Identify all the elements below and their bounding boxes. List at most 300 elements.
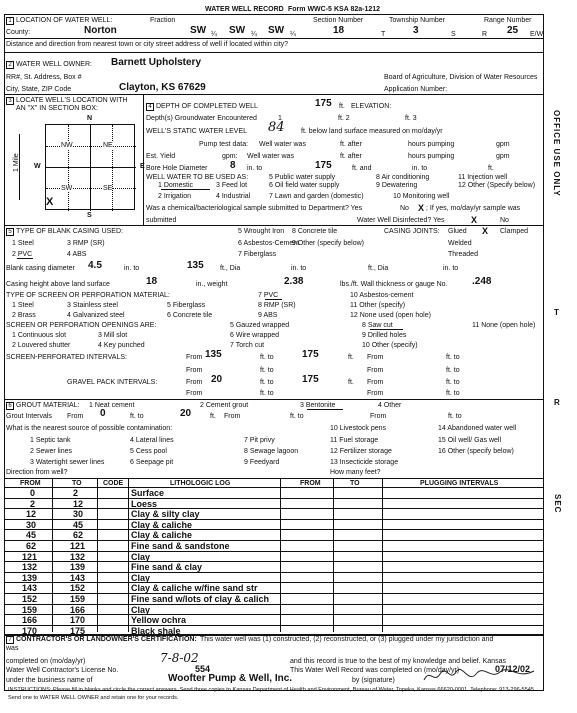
section-2-heading: 2 WATER WELL OWNER: (6, 61, 92, 69)
opening-none[interactable]: 11 None (open hole) (472, 322, 536, 329)
grout-other[interactable]: 4 Other (378, 402, 402, 409)
screen-pvc[interactable]: 7 PVC (258, 292, 279, 299)
nw-label: NW (61, 142, 73, 149)
gravel-to-1: ft. to (260, 379, 274, 386)
casing-fiberglass[interactable]: 7 Fiberglass (238, 251, 277, 258)
screen-rmp[interactable]: 8 RMP (SR) (258, 302, 296, 309)
section-1-heading: 1 LOCATION OF WATER WELL: (6, 17, 112, 25)
blank-dia-value[interactable]: 4.5 (88, 260, 102, 271)
pump-test-label: Pump test data: (199, 141, 249, 148)
screen-fiberglass[interactable]: 5 Fiberglass (167, 302, 206, 309)
quarter-3: ¼ (290, 31, 296, 38)
log-from: 152 (22, 594, 38, 604)
blank-in-to-2: in. to (291, 265, 307, 272)
opening-other[interactable]: 10 Other (specify) (362, 342, 418, 349)
bore-label: Bore Hole Diameter (146, 165, 208, 172)
signature-label: by (signature) (352, 677, 395, 684)
gw-2: ft. 2 (338, 115, 350, 122)
log-to: 2 (73, 488, 79, 498)
perf-from-2: From (367, 354, 384, 361)
blank-dia-label: Blank casing diameter (6, 265, 75, 272)
opening-drilled[interactable]: 9 Drilled holes (362, 332, 407, 339)
opening-continuous[interactable]: 1 Continuous slot (12, 332, 67, 339)
perf-to-3: ft. to (260, 367, 274, 374)
chem-no: No (400, 205, 409, 212)
county-label: County: (6, 29, 31, 36)
row-divider (4, 498, 544, 499)
section-number-label: Section Number (313, 17, 364, 24)
city-value[interactable]: Clayton, KS 67629 (119, 82, 206, 93)
casing-abs[interactable]: 4 ABS (67, 251, 87, 258)
table-row (0, 551, 577, 562)
log-desc: Clay & silty clay (131, 509, 200, 520)
township-value[interactable]: 3 (413, 25, 419, 36)
disinfected-label: Water Well Disinfected? Yes (357, 217, 445, 224)
log-header-from: FROM (20, 480, 41, 487)
bore-value[interactable]: 8 (230, 160, 236, 171)
screen-other[interactable]: 11 Other (specify) (350, 302, 406, 309)
bore-ft-and: ft. and (352, 165, 372, 172)
opening-louvered[interactable]: 2 Louvered shutter (12, 342, 71, 349)
cert-was: was (6, 645, 19, 652)
margin-sec: SEC (553, 494, 562, 514)
use-oilfield[interactable]: 6 Oil field water supply (269, 182, 340, 189)
well-location-mark[interactable]: X (46, 196, 54, 208)
contam-fuel[interactable]: 11 Fuel storage (330, 437, 379, 444)
screen-galvanized[interactable]: 4 Galvanized steel (67, 312, 125, 319)
log-from: 143 (22, 583, 38, 594)
log-from: 132 (22, 562, 38, 573)
ksa-number: KSA 82a-1212 (334, 6, 381, 13)
contam-septic[interactable]: 1 Septic tank (30, 437, 71, 444)
screen-label: TYPE OF SCREEN OR PERFORATION MATERIAL: (6, 292, 170, 299)
log-from: 139 (22, 572, 38, 583)
opening-wire[interactable]: 6 Wire wrapped (230, 332, 280, 339)
joints-glued: Glued (448, 228, 467, 235)
casing-steel[interactable]: 1 Steel (12, 240, 34, 247)
depth-value[interactable]: 175 (315, 98, 332, 109)
log-desc: Clay & caliche (131, 519, 193, 530)
gravel-to-value[interactable]: 175 (302, 374, 319, 385)
screen-asbestos[interactable]: 10 Asbestos-cement (350, 292, 414, 299)
contam-lateral[interactable]: 4 Lateral lines (130, 437, 174, 444)
table-row (0, 540, 577, 551)
bore-to-value[interactable]: 175 (315, 160, 332, 171)
log-desc: Fine sand & clay (131, 562, 203, 573)
fraction-3[interactable]: SW (268, 25, 285, 36)
direction-label: Direction from well? (6, 469, 68, 476)
gravel-ft-1: ft. (348, 379, 354, 386)
table-row (0, 614, 577, 625)
row-divider (4, 582, 544, 583)
section-grid[interactable] (45, 124, 135, 210)
log-header-to: TO (72, 480, 82, 487)
log-from: 159 (22, 604, 38, 615)
contam-watertight[interactable]: 3 Watertight sewer lines (30, 459, 105, 466)
grout-to-3: ft. to (448, 413, 462, 420)
range-number-label: Range Number (484, 17, 532, 24)
table-row (0, 508, 577, 519)
wall-label: lbs./ft. Wall thickness or gauge No. (340, 281, 448, 288)
perf-to-1: ft. to (260, 354, 274, 361)
completed-label: completed on (mo/day/yr) (6, 658, 86, 665)
hours-pumping-1: hours pumping (408, 141, 455, 148)
weight-value[interactable]: 2.38 (284, 276, 304, 287)
form-title: WATER WELL RECORD (205, 6, 284, 13)
log-desc: Clay (131, 551, 151, 562)
table-row (0, 572, 577, 583)
use-injection[interactable]: 11 Injection well (458, 174, 508, 181)
contam-livestock[interactable]: 10 Livestock pens (330, 425, 387, 432)
township-dir: S (451, 31, 456, 38)
opening-saw[interactable]: 8 Saw cut (362, 322, 393, 329)
use-domestic[interactable]: 1 Domestic (158, 182, 194, 189)
grout-neat[interactable]: 1 Neat cement (89, 402, 135, 409)
after-2: ft. after (340, 153, 362, 160)
contam-feedyard[interactable]: 9 Feedyard (244, 459, 280, 466)
chem-label: Was a chemical/bacteriological sample submitted to Department? Yes (146, 205, 363, 212)
perf-to-value[interactable]: 175 (302, 349, 319, 360)
fraction-label: Fraction (150, 17, 176, 24)
log-from: 30 (26, 519, 37, 530)
margin-r: R (554, 398, 560, 407)
city-label: City, State, ZIP Code (6, 86, 72, 93)
openings-label: SCREEN OR PERFORATION OPENINGS ARE: (6, 322, 157, 329)
fraction-2[interactable]: SW (229, 25, 246, 36)
grout-from-value[interactable]: 0 (100, 408, 106, 419)
contam-sewer[interactable]: 2 Sewer lines (30, 448, 73, 455)
screen-abs[interactable]: 9 ABS (258, 312, 278, 319)
use-irrigation[interactable]: 2 Irrigation (158, 193, 192, 200)
section-4-heading: 4 DEPTH OF COMPLETED WELL (146, 103, 258, 111)
row-divider (4, 625, 544, 626)
log-to: 152 (70, 583, 86, 594)
sw-label: SW (61, 185, 73, 192)
grout-interval-label: Grout Intervals (6, 413, 52, 420)
section-5-heading: 5 TYPE OF BLANK CASING USED: (6, 228, 123, 236)
log-from: 45 (26, 530, 37, 541)
application-label: Application Number: (384, 86, 448, 93)
contam-privy[interactable]: 7 Pit privy (244, 437, 275, 444)
log-from: 62 (26, 541, 37, 551)
grout-from-2: From (224, 413, 241, 420)
instructions: INSTRUCTIONS: Please fill in blanks and circle the correct answers. Send three copies to Kansas Department of Health and Environment, Bureau of Water, Topeka, Kansas 66620-0001. Telephone: 913-296-5545. Send one to WATER WELL OWNER and retain one for your records. (8, 687, 536, 701)
mile-label: 1 Mile (13, 153, 20, 172)
log-header-code: CODE (103, 480, 124, 487)
gravel-from-2: From (367, 379, 384, 386)
row-divider (4, 593, 544, 594)
log-from: 121 (22, 551, 38, 562)
contam-label: What is the nearest source of possible contamination: (6, 425, 173, 432)
use-monitoring[interactable]: 10 Monitoring well (393, 193, 450, 200)
bentonite-underline (307, 409, 343, 410)
log-desc: Clay & caliche w/fine sand str (131, 583, 258, 594)
use-label: WELL WATER TO BE USED AS: (146, 174, 249, 181)
log-desc: Clay (131, 572, 151, 583)
fraction-1[interactable]: SW (190, 25, 207, 36)
log-to: 12 (73, 498, 84, 509)
perf-from-value[interactable]: 135 (205, 349, 222, 360)
log-desc: Yellow ochra (131, 615, 187, 626)
depth-ft: ft. (339, 103, 345, 110)
gravel-from-3: From (186, 390, 203, 397)
log-desc: Surface (131, 488, 165, 498)
log-desc: Clay (131, 604, 151, 615)
table-row (0, 604, 577, 615)
use-feedlot[interactable]: 3 Feed lot (216, 182, 248, 189)
perf-label: SCREEN-PERFORATED INTERVALS: (6, 354, 127, 361)
log-from: 2 (30, 498, 36, 509)
grout-to-value[interactable]: 20 (180, 408, 192, 419)
log-from: 12 (26, 509, 37, 520)
log-header-plugging: PLUGGING INTERVALS (420, 480, 499, 487)
row-divider (4, 604, 544, 605)
record-date[interactable]: 07/12/02 (495, 664, 531, 674)
perf-from-1: From (186, 354, 203, 361)
screen-brass[interactable]: 2 Brass (12, 312, 36, 319)
bore-in-to: in. to (247, 165, 263, 172)
contam-oilwell[interactable]: 15 Oil well/ Gas well (438, 437, 502, 444)
log-to: 132 (70, 551, 86, 562)
owner-value[interactable]: Barnett Upholstery (111, 57, 202, 68)
screen-concrete[interactable]: 6 Concrete tile (167, 312, 213, 319)
how-many-label: How many feet? (330, 469, 381, 476)
log-from: 166 (22, 615, 38, 626)
use-dewatering[interactable]: 9 Dewatering (376, 182, 418, 189)
log-to: 170 (70, 615, 86, 626)
township-number-label: Township Number (389, 17, 446, 24)
casing-wrought[interactable]: 5 Wrought Iron (238, 228, 285, 235)
static-note: ft. below land surface measured on mo/day/yr (301, 128, 443, 135)
use-industrial[interactable]: 4 Industrial (216, 193, 251, 200)
ne-label: NE (103, 142, 113, 149)
township-t: T (381, 31, 386, 38)
log-desc: Fine sand & sandstone (131, 541, 230, 551)
contam-abandoned[interactable]: 14 Abandoned water well (438, 425, 517, 432)
log-from: 0 (30, 488, 36, 498)
quarter-2: ¼ (251, 31, 257, 38)
chem-x[interactable]: X (418, 203, 425, 213)
table-row (0, 529, 577, 540)
table-row (0, 593, 577, 604)
joints-welded: Welded (448, 240, 472, 247)
log-to: 30 (73, 509, 84, 520)
row-divider (4, 519, 544, 520)
row-divider (4, 572, 544, 573)
gpm-1: gpm (496, 141, 510, 148)
static-label: WELL'S STATIC WATER LEVEL (146, 128, 248, 135)
joints-label: CASING JOINTS: (384, 228, 440, 235)
grout-to-2: ft. to (290, 413, 304, 420)
log-to: 159 (70, 594, 86, 604)
gravel-label: GRAVEL PACK INTERVALS: (67, 379, 158, 386)
gravel-from-value[interactable]: 20 (211, 374, 223, 385)
range-value[interactable]: 25 (507, 25, 519, 36)
est-yield-label: Est. Yield (146, 153, 176, 160)
contam-seepage[interactable]: 6 Seepage pit (130, 459, 174, 466)
log-to: 62 (73, 530, 84, 541)
west-label: W (34, 163, 41, 170)
use-public[interactable]: 5 Public water supply (269, 174, 336, 181)
log-header-from-2: FROM (300, 480, 321, 487)
table-row (0, 487, 577, 498)
submitted-label: submitted (146, 217, 177, 224)
gravel-to-2: ft. to (446, 379, 460, 386)
table-row (0, 561, 577, 572)
joints-clamped: Clamped (500, 228, 529, 235)
true-text: and this record is true to the best of my knowledge and belief. Kansas (290, 658, 506, 665)
log-from: 170 (22, 625, 38, 636)
use-lawn[interactable]: 7 Lawn and garden (domestic) (269, 193, 364, 200)
contam-other[interactable]: 16 Other (specify below) (438, 448, 514, 455)
section-3-heading: 3 LOCATE WELL'S LOCATION WITH (6, 97, 128, 105)
north-label: N (87, 115, 93, 122)
range-r: R (482, 31, 488, 38)
grout-to-label: ft. to (130, 413, 144, 420)
log-desc: Black shale (131, 625, 181, 636)
hours-pumping-2: hours pumping (408, 153, 455, 160)
blank-dia-1: ft., Dia (220, 265, 241, 272)
log-header-lithologic: LITHOLOGIC LOG (170, 480, 231, 487)
log-to: 45 (73, 519, 84, 530)
log-to: 139 (70, 562, 86, 573)
board-label: Board of Agriculture, Division of Water Resources (384, 74, 538, 81)
blank-in-to-3: in. to (443, 265, 459, 272)
casing-concrete[interactable]: 8 Concrete tile (292, 228, 338, 235)
section-7-heading: 7 CONTRACTOR'S OR LANDOWNER'S CERTIFICATION: (6, 636, 197, 644)
disinfected-no: No (500, 217, 509, 224)
office-use-label: OFFICE USE ONLY (552, 110, 561, 197)
screen-pvc-underline (265, 299, 282, 300)
range-dir: E/W (530, 31, 544, 38)
blank-dia-2: ft., Dia (368, 265, 389, 272)
static-value[interactable]: 84 (268, 120, 285, 135)
section-value[interactable]: 18 (333, 25, 345, 36)
form-number: Form WWC-5 (288, 6, 332, 13)
gpm-3: gpm (496, 153, 510, 160)
section-3-sub: AN "X" IN SECTION BOX: (16, 105, 98, 112)
use-air[interactable]: 8 Air conditioning (376, 174, 430, 181)
perf-ft-1: ft. (348, 354, 354, 361)
opening-key[interactable]: 4 Key punched (98, 342, 145, 349)
blank-to-value[interactable]: 135 (187, 260, 204, 271)
grout-ft-1: ft. (210, 413, 216, 420)
row-divider (4, 529, 544, 530)
log-to: 143 (70, 572, 86, 583)
opening-mill[interactable]: 3 Mill slot (98, 332, 128, 339)
disinfected-x[interactable]: X (471, 215, 478, 225)
table-row (0, 498, 577, 509)
log-desc: Fine sand w/lots of clay & calich (131, 594, 270, 604)
casing-height-label: Casing height above land surface (6, 281, 110, 288)
well-water-was-2: Well water was (247, 153, 294, 160)
screen-steel[interactable]: 1 Steel (12, 302, 34, 309)
screen-none[interactable]: 12 None used (open hole) (350, 312, 431, 319)
casing-asbestos[interactable]: 6 Asbestos-Cement (238, 240, 300, 247)
pvc-underline (17, 258, 33, 259)
wall-value[interactable]: .248 (472, 276, 492, 287)
record-label: This Water Well Record was completed on (mo/day/yr) (290, 667, 460, 674)
joints-threaded: Threaded (448, 251, 478, 258)
row-divider (4, 614, 544, 615)
casing-rmp[interactable]: 3 RMP (SR) (67, 240, 105, 247)
log-header-to-2: TO (350, 480, 360, 487)
distance-label: Distance and direction from nearest town or city street address of well if located within city? (6, 41, 289, 48)
se-label: SE (103, 185, 113, 192)
opening-torch[interactable]: 7 Torch cut (230, 342, 265, 349)
chem-note: ; If yes, mo/day/yr sample was (426, 205, 521, 212)
gravel-from-4: From (367, 390, 384, 397)
license-label: Water Well Contractor's License No. (6, 667, 119, 674)
screen-stainless[interactable]: 3 Stainless steel (67, 302, 118, 309)
margin-t: T (554, 308, 559, 317)
quarter-1: ¼ (211, 31, 217, 38)
log-desc: Clay & caliche (131, 530, 193, 541)
grout-from-3: From (370, 413, 387, 420)
county-value[interactable]: Norton (84, 25, 117, 36)
row-divider (4, 551, 544, 552)
row-divider (4, 540, 544, 541)
perf-from-4: From (367, 367, 384, 374)
use-other[interactable]: 12 Other (Specify below) (458, 182, 536, 189)
contam-fertilizer[interactable]: 12 Fertilizer storage (330, 448, 392, 455)
row-divider (4, 508, 544, 509)
table-row (0, 582, 577, 593)
business-value[interactable]: Woofter Pump & Well, Inc. (168, 673, 293, 684)
bore-ft-2: ft. (488, 165, 494, 172)
gpm-2: gpm: (222, 153, 238, 160)
contam-lagoon[interactable]: 8 Sewage lagoon (244, 448, 299, 455)
table-row (0, 519, 577, 530)
casing-pvc[interactable]: 2 PVC (12, 251, 33, 258)
blank-in-to: in. to (124, 265, 140, 272)
well-water-was-1: Well water was (259, 141, 306, 148)
completed-date[interactable]: 7-8-02 (160, 651, 199, 665)
perf-to-2: ft. to (446, 354, 460, 361)
joints-glued-x[interactable]: X (482, 226, 489, 236)
gravel-to-3: ft. to (260, 390, 274, 397)
grout-cement[interactable]: 2 Cement grout (200, 402, 249, 409)
contam-insecticide[interactable]: 13 Insecticide storage (330, 459, 399, 466)
cert-text: This water well was (1) constructed, (2) reconstructed, or (3) plugged under my jurisdiction and (200, 636, 494, 643)
address-label: RR#, St. Address, Box # (6, 74, 82, 81)
row-divider (4, 561, 544, 562)
saw-cut-underline (370, 329, 403, 330)
log-to: 121 (70, 541, 86, 551)
opening-gauzed[interactable]: 5 Gauzed wrapped (230, 322, 290, 329)
after-1: ft. after (340, 141, 362, 148)
east-label: E (140, 163, 145, 170)
license-value[interactable]: 554 (195, 664, 211, 674)
grout-bentonite[interactable]: 3 Bentonite (300, 402, 336, 409)
log-to: 166 (70, 604, 86, 615)
south-label: S (87, 212, 92, 219)
log-to: 175 (70, 625, 86, 636)
signature-image (420, 666, 540, 686)
weight-label: in., weight (196, 281, 228, 288)
elevation-label: ELEVATION: (351, 103, 392, 110)
casing-height-value[interactable]: 18 (146, 276, 158, 287)
gravel-to-4: ft. to (446, 390, 460, 397)
perf-from-3: From (186, 367, 203, 374)
perf-to-4: ft. to (446, 367, 460, 374)
grout-from-label: From (67, 413, 84, 420)
groundwater-label: Depth(s) Groundwater Encountered (146, 115, 257, 122)
contam-cess[interactable]: 5 Cess pool (130, 448, 167, 455)
log-desc: Loess (131, 498, 158, 509)
casing-other[interactable]: 9 Other (specify below) (292, 240, 364, 247)
domestic-underline (161, 189, 210, 190)
